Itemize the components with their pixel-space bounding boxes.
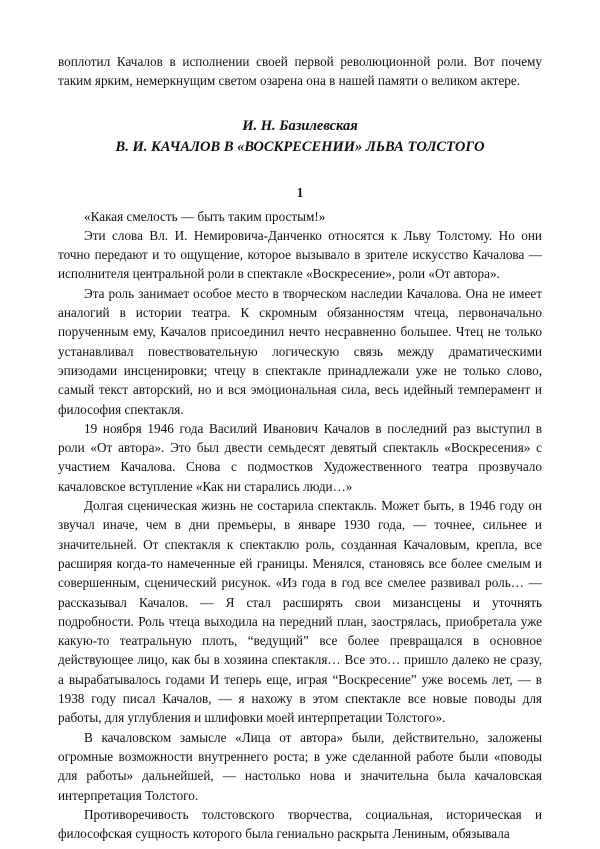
article-title: В. И. КАЧАЛОВ В «ВОСКРЕСЕНИИ» ЛЬВА ТОЛСТОГО xyxy=(115,138,485,155)
body-paragraph: 19 ноября 1946 года Василий Иванович Качалов в последний раз выступил в роли «От автора». Это был двести семьдесят девятый спектакль «Воскресения» с участием Качалова. Снова с подмостков Художественного театра прозвучало качаловское вступление «Как ни старались люди…» xyxy=(58,420,542,494)
body-paragraph: В качаловском замысле «Лица от автора» были, действительно, заложены огромные возможности внутреннего роста; в уже сделанной работе были «поводы для работы» дальнейшей, — настолько нова и значительна была качаловская интерпретация Толстого. xyxy=(58,729,542,803)
body-paragraph: Эта роль занимает особое место в творческом наследии Качалова. Она не имеет аналогий в истории театра. К скромным обязанностям чтеца, первоначально порученным ему, Качалов присоединил нечто несравненно большее. Чтец не только устанавливал повествовательную логическую связь между драматическими эпизодами инсценировки; чтецу в спектакле принадлежали уже не только слово, самый текст авторский, но и вся эмоциональная сила, весь идейный темперамент и философия спектакля. xyxy=(58,285,542,417)
intro-paragraph: воплотил Качалов в исполнении своей первой революционной роли. Вот почему таким ярким, немеркнущим светом озарена она в нашей памяти о великом актере. xyxy=(58,54,542,89)
document-page xyxy=(58,52,542,843)
body-paragraph: Эти слова Вл. И. Немировича-Данченко относятся к Льву Толстому. Но они точно передают и то ощущение, которое вызывало в зрителе искусство Качалова — исполнителя центральной роли в спектакле «Воскресение», роли «От автора». xyxy=(58,227,542,282)
body-paragraph: Долгая сценическая жизнь не состарила спектакль. Может быть, в 1946 году он звучал иначе, чем в дни премьеры, в январе 1930 года, — точнее, сильнее и значительней. От спектакля к спектаклю роль, созданная Качаловым, крепла, все расширяя когда-то намеченные ей границы. Менялся, становясь все более смелым и совершенным, сценический рисунок. «Из года в год все смелее развивал роль… — рассказывал Качалов. — Я стал расширять свои мизансцены и уточнять подробности. Роль чтеца выходила на передний план, заострялась, приобретала уже какую-то театральную плоть, “ведущий” все более превращался в основное действующее лицо, как бы в хозяина спектакля… Все это… пришло далеко не сразу, а вырабатывалось годами И теперь еще, играя “Воскресение” уже восемь лет, — в 1938 году писал Качалов, — я нахожу в этом спектакле все новые поводы для работы, для углубления и шлифовки моей интерпретации Толстого». xyxy=(58,498,542,726)
article-author: И. Н. Базилевская xyxy=(242,117,358,134)
body-paragraph: «Какая смелость — быть таким простым!» xyxy=(84,208,326,224)
body-paragraph: Противоречивость толстовского творчества, социальная, историческая и философская сущность которого была гениально раскрыта Лениным, обязывала xyxy=(58,806,542,842)
section-number: 1 xyxy=(296,184,304,200)
